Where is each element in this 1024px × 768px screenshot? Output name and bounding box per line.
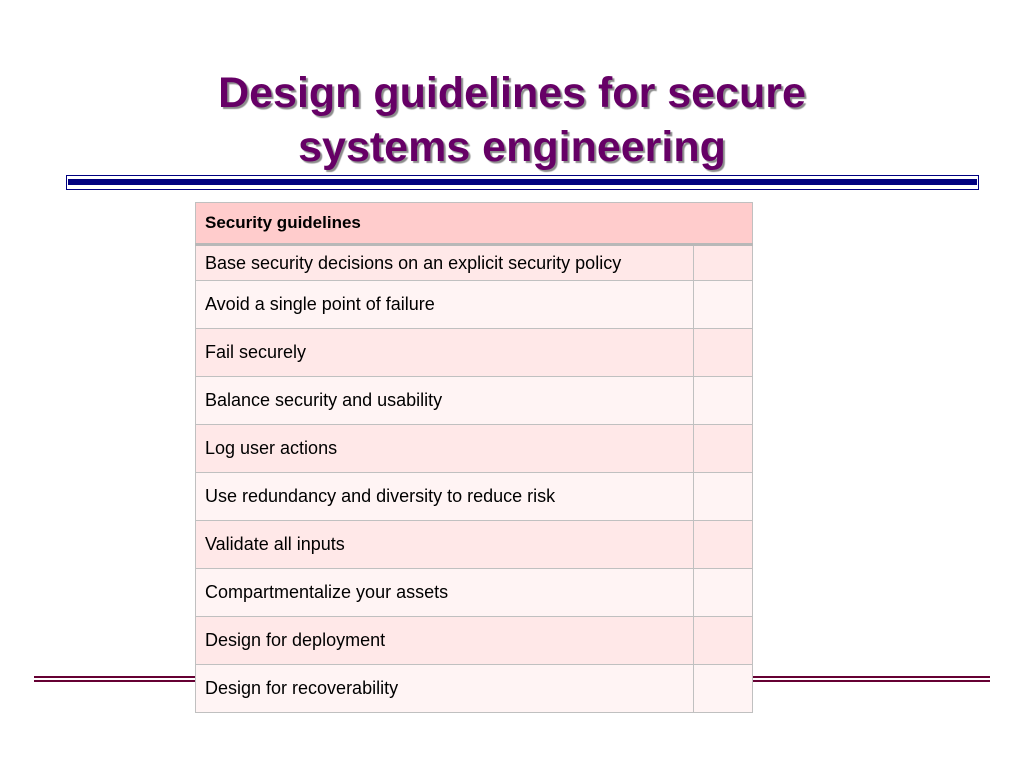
table-row xyxy=(196,245,753,281)
guideline-value-cell xyxy=(694,281,753,329)
slide-title xyxy=(0,66,1024,174)
guideline-label: Use redundancy and diversity to reduce risk xyxy=(196,473,694,521)
guideline-label: Compartmentalize your assets xyxy=(196,569,694,617)
guideline-label: Base security decisions on an explicit security policy xyxy=(196,245,694,281)
guideline-value-cell xyxy=(694,425,753,473)
table-row xyxy=(196,473,753,521)
guideline-value-cell xyxy=(694,617,753,665)
guideline-label: Balance security and usability xyxy=(196,377,694,425)
guideline-value-cell xyxy=(694,329,753,377)
guideline-value-cell xyxy=(694,665,753,713)
table-row xyxy=(196,377,753,425)
guideline-value-cell xyxy=(694,569,753,617)
table-header: Security guidelines xyxy=(196,203,753,245)
guideline-label: Design for deployment xyxy=(196,617,694,665)
guideline-label: Validate all inputs xyxy=(196,521,694,569)
table-row xyxy=(196,521,753,569)
guideline-value-cell xyxy=(694,245,753,281)
guideline-label: Design for recoverability xyxy=(196,665,694,713)
table-row xyxy=(196,281,753,329)
table-row xyxy=(196,329,753,377)
table-row xyxy=(196,569,753,617)
table-header-row xyxy=(196,203,753,245)
guideline-label: Fail securely xyxy=(196,329,694,377)
slide-title-line-1: Design guidelines for secure xyxy=(218,69,806,117)
table-row xyxy=(196,617,753,665)
top-divider xyxy=(66,175,979,190)
table-row xyxy=(196,665,753,713)
security-guidelines-table xyxy=(195,202,753,713)
guideline-label: Avoid a single point of failure xyxy=(196,281,694,329)
guideline-value-cell xyxy=(694,377,753,425)
top-divider-bar xyxy=(68,179,977,185)
guideline-value-cell xyxy=(694,521,753,569)
table-row xyxy=(196,425,753,473)
slide-title-line-2: systems engineering xyxy=(298,123,726,171)
guideline-value-cell xyxy=(694,473,753,521)
guideline-label: Log user actions xyxy=(196,425,694,473)
